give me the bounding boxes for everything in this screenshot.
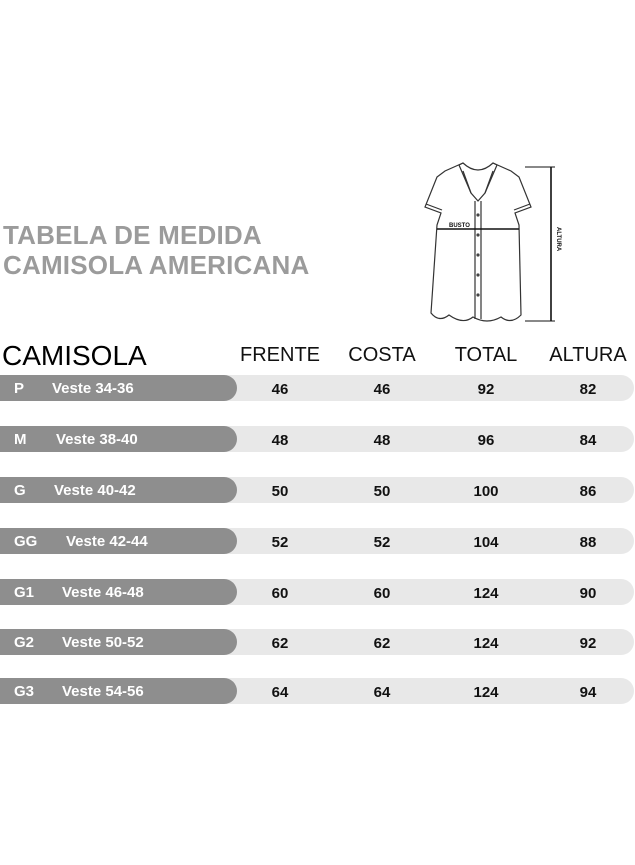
cell-costa: 62 [373,635,391,652]
cell-frente: 64 [271,684,289,701]
cell-altura: 86 [579,483,597,500]
cell-costa: 52 [373,534,391,551]
shirt-outline [425,163,531,321]
cell-altura: 92 [579,635,597,652]
column-header-altura: ALTURA [549,344,627,366]
cell-frente: 48 [271,432,289,449]
size-code: GG [14,533,38,550]
table-row [0,579,635,607]
table-row [0,375,635,403]
table-row [0,678,635,706]
size-code: G1 [14,584,35,601]
column-header-total: TOTAL [454,344,518,366]
size-code: G [14,482,26,499]
size-code: G3 [14,683,35,700]
cell-frente: 60 [271,585,289,602]
cell-costa: 50 [373,483,391,500]
column-header-costa: COSTA [348,344,416,366]
size-code: P [14,380,25,397]
section-label: CAMISOLA [2,340,147,371]
altura-label: ALTURA [555,227,561,252]
cell-frente: 52 [271,534,289,551]
size-description: Veste 34-36 [52,380,134,397]
size-description: Veste 42-44 [66,533,148,550]
cell-altura: 88 [579,534,597,551]
table-row [0,477,635,505]
cell-total: 92 [477,381,495,398]
cell-altura: 90 [579,585,597,602]
cell-total: 124 [473,684,499,701]
shirt-measurement-diagram [415,155,565,330]
cell-total: 104 [473,534,499,551]
cell-costa: 60 [373,585,391,602]
cell-total: 96 [477,432,495,449]
page-title-line-1: TABELA DE MEDIDA [3,220,262,250]
size-code: M [14,431,27,448]
column-header-frente: FRENTE [240,344,320,366]
cell-altura: 84 [579,432,597,449]
cell-frente: 62 [271,635,289,652]
table-row [0,528,635,556]
cell-total: 100 [473,483,499,500]
cell-frente: 50 [271,483,289,500]
size-description: Veste 38-40 [56,431,138,448]
shirt-collar [459,163,497,201]
cell-altura: 82 [579,381,597,398]
cell-costa: 48 [373,432,391,449]
size-description: Veste 50-52 [62,634,144,651]
cell-frente: 46 [271,381,289,398]
size-description: Veste 40-42 [54,482,136,499]
size-code: G2 [14,634,35,651]
cell-costa: 64 [373,684,391,701]
table-row [0,426,635,454]
size-description: Veste 46-48 [62,584,144,601]
size-description: Veste 54-56 [62,683,144,700]
table-row [0,629,635,657]
cell-altura: 94 [579,684,597,701]
cell-costa: 46 [373,381,391,398]
busto-label: BUSTO [449,223,470,229]
cell-total: 124 [473,585,499,602]
cell-total: 124 [473,635,499,652]
page-title-line-2: CAMISOLA AMERICANA [3,250,310,280]
